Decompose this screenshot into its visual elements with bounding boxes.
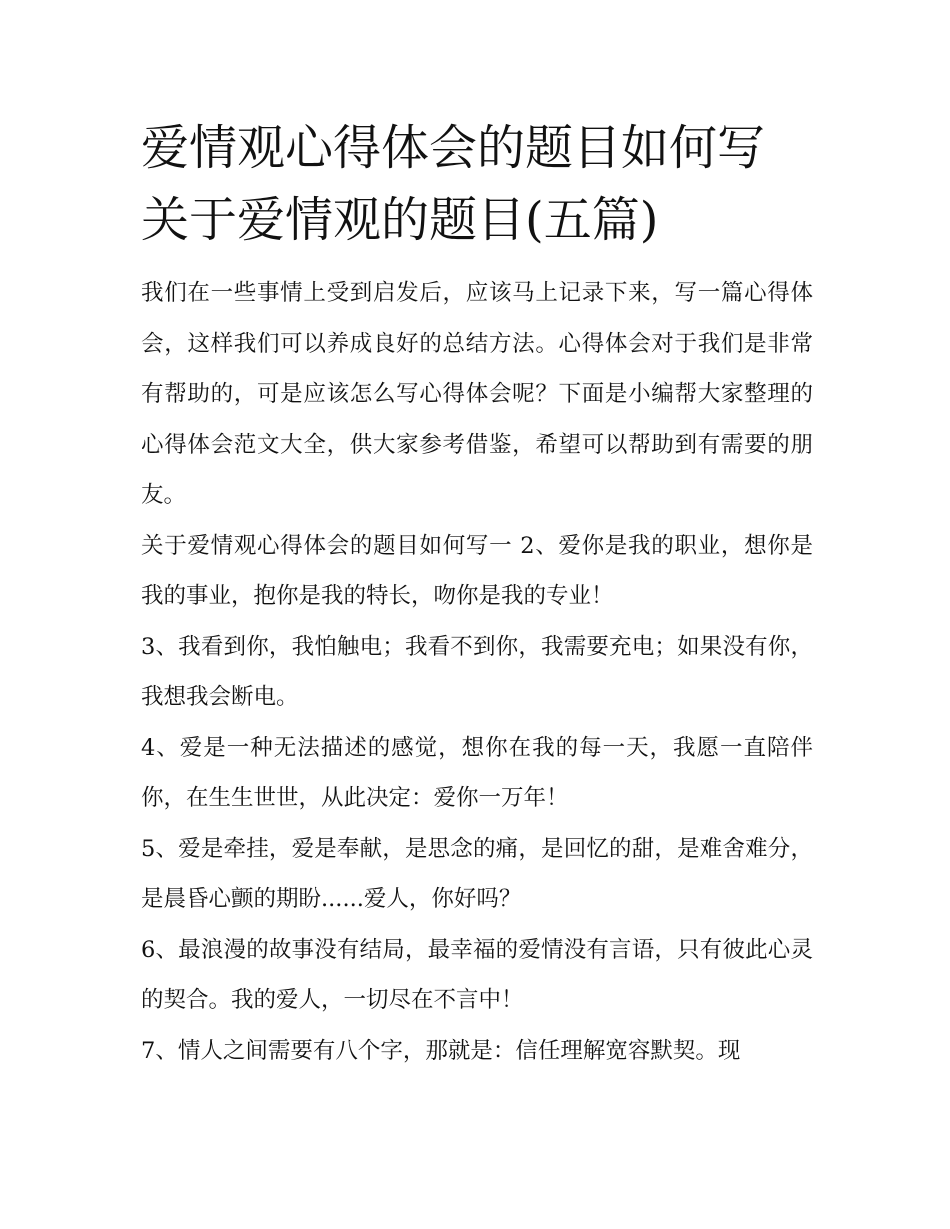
document-title <box>141 112 813 256</box>
intro-paragraph: 我们在一些事情上受到启发后，应该马上记录下来，写一篇心得体会，这样我们可以养成良好的总结方法。心得体会对于我们是非常有帮助的，可是应该怎么写心得体会呢？下面是小编帮大家整理的心得体会范文大全，供大家参考借鉴，希望可以帮助到有需要的朋友。 <box>141 280 813 508</box>
paragraph-item-7: 7、情人之间需要有八个字，那就是：信任理解宽容默契。现 <box>141 1037 741 1064</box>
paragraph-item-2: 关于爱情观心得体会的题目如何写一 2、爱你是我的职业，想你是我的事业，抱你是我的特长，吻你是我的专业！ <box>141 532 813 609</box>
paragraph-item-6: 6、最浪漫的故事没有结局，最幸福的爱情没有言语，只有彼此心灵的契合。我的爱人，一切尽在不言中！ <box>141 936 813 1013</box>
paragraph-item-4: 4、爱是一种无法描述的感觉，想你在我的每一天，我愿一直陪伴你，在生生世世，从此决定：爱你一万年！ <box>141 734 813 811</box>
title-line-2: 关于爱情观的题目(五篇) <box>141 192 659 248</box>
title-line-1: 爱情观心得体会的题目如何写 <box>141 120 766 176</box>
document-body <box>141 268 813 1076</box>
document-content <box>141 112 813 1076</box>
paragraph-item-3: 3、我看到你，我怕触电；我看不到你，我需要充电；如果没有你，我想我会断电。 <box>141 633 813 710</box>
paragraph-item-5: 5、爱是牵挂，爱是奉献，是思念的痛，是回忆的甜，是难舍难分，是晨昏心颤的期盼......爱人，你好吗？ <box>141 835 813 912</box>
